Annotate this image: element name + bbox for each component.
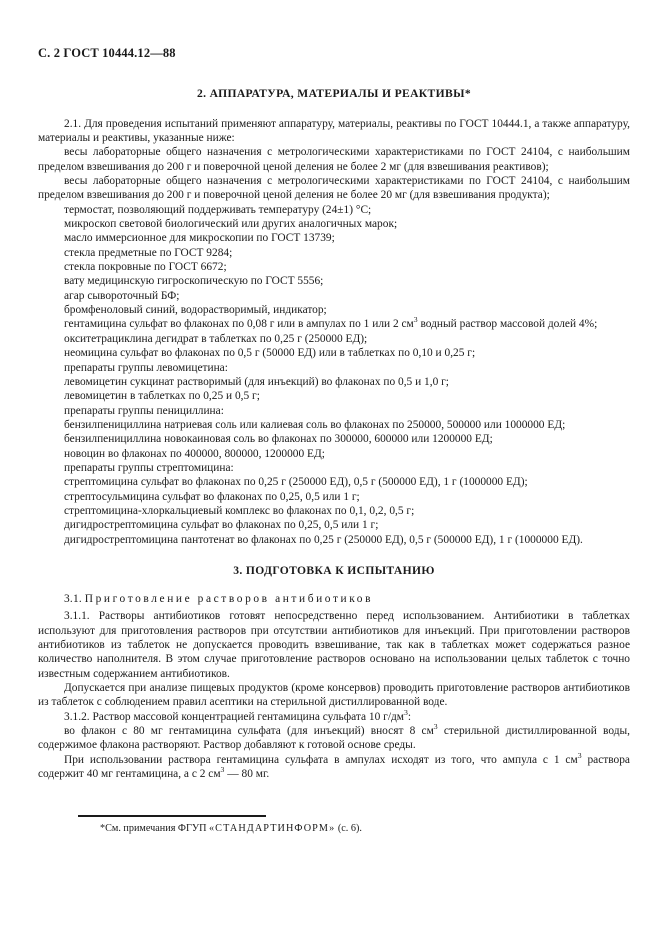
- paragraph: весы лабораторные общего назначения с метрологическими характеристиками по ГОСТ 24104, с наибольшим пределом взвешивания до 200 г и поверочной ценой деления не более 2 мг (для взвешивания реактивов);: [38, 146, 630, 173]
- paragraph: масло иммерсионное для микроскопии по ГОСТ 13739;: [64, 232, 335, 245]
- footnote-rule: [78, 815, 266, 817]
- paragraph: стрептосульмицина сульфат во флаконах по 0,25, 0,5 или 1 г;: [64, 490, 360, 503]
- footnote-marker: *: [100, 823, 106, 834]
- paragraph: весы лабораторные общего назначения с метрологическими характеристиками по ГОСТ 24104, с наибольшим пределом взвешивания до 200 г и поверочной ценой деления не более 20 мг (для взвешивания продукта);: [38, 175, 630, 202]
- paragraph: новоцин во флаконах по 400000, 800000, 1200000 ЕД;: [64, 447, 325, 460]
- paragraph: препараты группы левомицетина:: [64, 361, 228, 374]
- section-2-title: 2. АППАРАТУРА, МАТЕРИАЛЫ И РЕАКТИВЫ*: [197, 86, 471, 100]
- running-head: С. 2 ГОСТ 10444.12—88: [38, 46, 176, 60]
- paragraph: агар сывороточный БФ;: [64, 289, 180, 302]
- superscript: 3: [220, 765, 225, 775]
- paragraph: гентамицина сульфат во флаконах по 0,08 г или в ампулах по 1 или 2 $см^3$ водный раствор массовой долей 4%;: [64, 315, 598, 331]
- paragraph: препараты группы пенициллина:: [64, 404, 224, 417]
- paragraph: 3.1.1. Растворы антибиотиков готовят непосредственно перед использованием. Антибиотики в таблетках используют для приготовления растворов при отсутствии антибиотиков для инъекций. При приготовлении растворов антибиотиков из таблеток не допускается проводить взвешивание, так как в таблетках может содержаться разное количество наполнителя. В этом случае приготовление растворов основано на использовании целых таблеток с точно известным содержанием антибиотиков.: [38, 610, 630, 680]
- paragraph: во флакон с 80 мг гентамицина сульфата (для инъекций) вносят 8 $см^3$ стерильной дистиллированной воды, содержимое флакона растворяют. Раствор добавляют к готовой основе среды.: [38, 722, 631, 752]
- paragraph: неомицина сульфат во флаконах по 0,5 г (50000 ЕД) или в таблетках по 0,10 и 0,25 г;: [64, 347, 476, 360]
- paragraph: стекла предметные по ГОСТ 9284;: [64, 246, 233, 259]
- superscript: 3: [413, 315, 418, 325]
- paragraph: дигидрострептомицина сульфат во флаконах по 0,25, 0,5 или 1 г;: [64, 519, 379, 532]
- page-content: [38, 47, 630, 781]
- footnote-area: [38, 815, 630, 835]
- section-2-body: [38, 117, 630, 547]
- footnote-suffix: (с. 6).: [335, 823, 362, 834]
- paragraph: стекла покровные по ГОСТ 6672;: [64, 261, 227, 274]
- subsection-3-1-heading: [38, 592, 630, 606]
- paragraph: окситетрациклина дегидрат в таблетках по 0,25 г (250000 ЕД);: [64, 332, 368, 345]
- paragraph: вату медицинскую гигроскопическую по ГОСТ 5556;: [64, 275, 324, 288]
- paragraph: левомицетин сукцинат растворимый (для инъекций) во флаконах по 0,5 и 1,0 г;: [64, 375, 449, 388]
- paragraph: бромфеноловый синий, водорастворимый, индикатор;: [64, 304, 327, 317]
- paragraph: 3.1.2. Раствор массовой концентрацией гентамицина сульфата 10 $г/дм^3$:: [64, 707, 412, 723]
- paragraph: Допускается при анализе пищевых продуктов (кроме консервов) проводить приготовление растворов антибиотиков из таблеток с соблюдением правил асептики на стерильной дистиллированной воде.: [38, 681, 630, 709]
- paragraph: При использовании раствора гентамицина сульфата в ампулах исходят из того, что ампула с 1 $см^3$ раствора содержит 40 мг гентамицина, а с 2 $см^3$ — 80 мг.: [38, 750, 630, 780]
- subsection-3-1-number: 3.1.: [64, 592, 82, 605]
- paragraph: препараты группы стрептомицина:: [64, 461, 234, 474]
- footnote-organization: «СТАНДАРТИНФОРМ»: [208, 823, 336, 834]
- section-3-title: 3. ПОДГОТОВКА К ИСПЫТАНИЮ: [233, 563, 435, 577]
- footnote-text: [38, 823, 630, 835]
- paragraph: дигидрострептомицина пантотенат во флаконах по 0,25 г (250000 ЕД), 0,5 г (500000 ЕД), 1 г (1000000 ЕД).: [64, 533, 583, 546]
- superscript: 3: [403, 707, 408, 717]
- superscript: 3: [577, 750, 582, 760]
- section-3-body: [38, 609, 630, 781]
- paragraph: стрептомицина сульфат во флаконах по 0,25 г (250000 ЕД), 0,5 г (500000 ЕД), 1 г (1000000 ЕД);: [64, 476, 528, 489]
- paragraph: левомицетин в таблетках по 0,25 и 0,5 г;: [64, 390, 260, 403]
- paragraph: бензилпенициллина натриевая соль или калиевая соль во флаконах по 250000, 500000 или 1000000 ЕД;: [64, 418, 566, 431]
- subsection-3-1-label: Приготовление растворов антибиотиков: [84, 592, 374, 605]
- paragraph: 2.1. Для проведения испытаний применяют аппаратуру, материалы, реактивы по ГОСТ 10444.1, а также аппаратуру, материалы и реактивы, указанные ниже:: [38, 117, 630, 144]
- paragraph: термостат, позволяющий поддерживать температуру (24±1) °С;: [64, 203, 372, 216]
- paragraph: бензилпенициллина новокаиновая соль во флаконах по 300000, 600000 или 1200000 ЕД;: [64, 433, 493, 446]
- footnote-prefix: См. примечания ФГУП: [105, 823, 209, 834]
- superscript: 3: [433, 722, 438, 732]
- paragraph: стрептомицина-хлоркальциевый комплекс во флаконах по 0,1, 0,2, 0,5 г;: [64, 504, 415, 517]
- paragraph: микроскоп световой биологический или других аналогичных марок;: [64, 218, 398, 231]
